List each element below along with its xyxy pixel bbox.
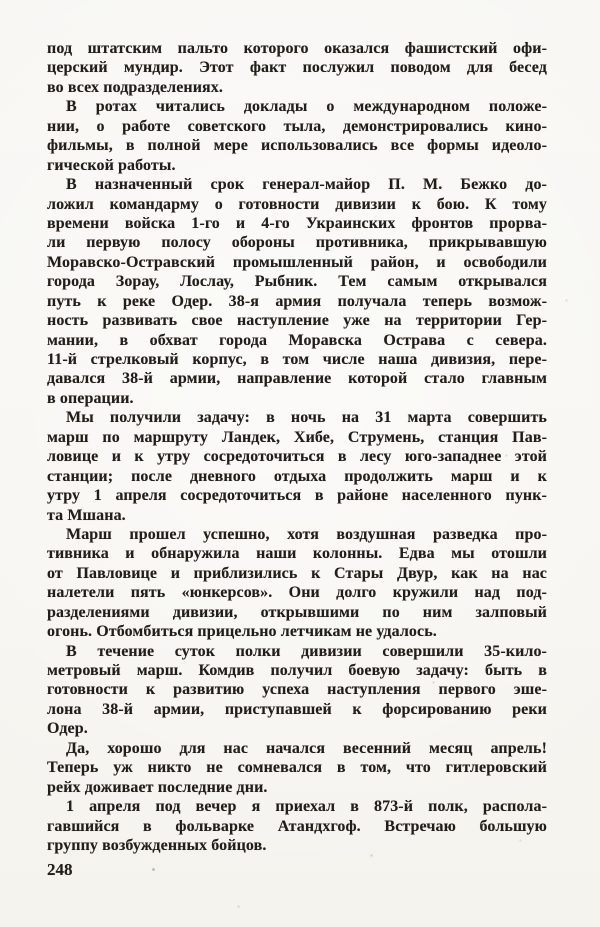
text-line: ность развивать свое наступление уже на территории Гер-	[47, 312, 547, 330]
text-line: от Павловице и приблизились к Стары Двур, как на нас	[47, 564, 547, 582]
text-line: группу возбужденных бойцов.	[47, 836, 267, 854]
text-line: огонь. Отбомбиться прицельно летчикам не удалось.	[47, 623, 437, 641]
text-line: фильмы, в полной мере использовались все формы идеоло-	[47, 137, 547, 155]
paragraph	[47, 525, 547, 642]
text-line: во всех подразделениях.	[47, 78, 224, 96]
text-line: Моравско-Остравский промышленный район, и освободили	[47, 253, 547, 271]
text-line: ловице и к утру сосредоточиться в лесу юго-западнее этой	[47, 448, 547, 466]
paragraph	[47, 97, 547, 175]
text-line: в операции.	[47, 389, 134, 407]
text-line: нии, о работе советского тыла, демонстрировались кино-	[47, 117, 547, 135]
text-line: налетели пять «юнкерсов». Они долго кружили над под-	[47, 584, 547, 602]
paragraph	[47, 797, 547, 855]
text-line: Да, хорошо для нас начался весенний месяц апрель!	[66, 739, 547, 757]
paragraph	[47, 739, 547, 797]
text-line: станции; после дневного отдыха продолжить марш и к	[47, 467, 547, 485]
text-line: ли первую полосу обороны противника, прикрывавшую	[47, 234, 547, 252]
text-line: мании, в обхват города Моравска Острава с севера.	[47, 331, 547, 349]
paragraph	[47, 642, 547, 739]
text-line: времени войска 1-го и 4-го Украинских фронтов прорва-	[47, 214, 547, 232]
text-line: В назначенный срок генерал-майор П. М. Бежко до-	[66, 176, 547, 194]
text-line: метровый марш. Комдив получил боевую задачу: быть в	[47, 662, 547, 679]
text-line: Мы получили задачу: в ночь на 31 марта совершить	[66, 409, 547, 427]
paragraph	[47, 39, 547, 97]
text-line: В течение суток полки дивизии совершили 35-кило-	[66, 642, 547, 660]
paragraph	[47, 175, 547, 408]
text-line: путь к реке Одер. 38-я армия получала теперь возмож-	[47, 292, 547, 310]
text-line: 11-й стрелковый корпус, в том числе наша дивизия, пере-	[47, 351, 547, 368]
text-line: утру 1 апреля сосредоточиться в районе населенного пунк-	[47, 487, 547, 505]
page-number: 248	[47, 860, 73, 879]
text-line: лона 38-й армии, приступавшей к форсированию реки	[47, 700, 547, 718]
text-line: 1 апреля под вечер я приехал в 873-й полк, распола-	[66, 798, 547, 816]
text-line: гической работы.	[47, 156, 176, 174]
text-line: рейх доживает последние дни.	[47, 778, 268, 796]
text-line: Теперь уж никто не сомневался в том, что гитлеровский	[47, 759, 547, 777]
text-line: Одер.	[47, 720, 88, 738]
text-line: ложил командарму о готовности дивизии к бою. К тому	[47, 195, 547, 213]
scan-speckles	[0, 0, 1, 1]
text-line: церский мундир. Этот факт послужил поводом для бесед	[47, 59, 547, 77]
paragraph	[47, 408, 547, 525]
text-line: Марш прошел успешно, хотя воздушная разведка про-	[66, 525, 547, 543]
text-block	[47, 39, 547, 855]
text-line: гавшийся в фольварке Атандхгоф. Встречаю большую	[47, 817, 547, 835]
text-line: та Мшана.	[47, 506, 126, 524]
text-line: В ротах читались доклады о международном положе-	[66, 98, 547, 116]
text-line: готовности к развитию успеха наступления первого эше-	[47, 681, 547, 699]
text-line: тивника и обнаружила наши колонны. Едва мы отошли	[47, 545, 547, 563]
text-line: марш по маршруту Ландек, Хибе, Струмень, станция Пав-	[47, 428, 547, 446]
text-line: давался 38-й армии, направление которой стало главным	[47, 370, 547, 388]
text-line: разделениями дивизии, открывшими по ним залповый	[47, 603, 547, 621]
text-line: под штатским пальто которого оказался фашистский офи-	[47, 40, 547, 57]
text-line: города Зорау, Лослау, Рыбник. Тем самым открывался	[47, 273, 547, 291]
